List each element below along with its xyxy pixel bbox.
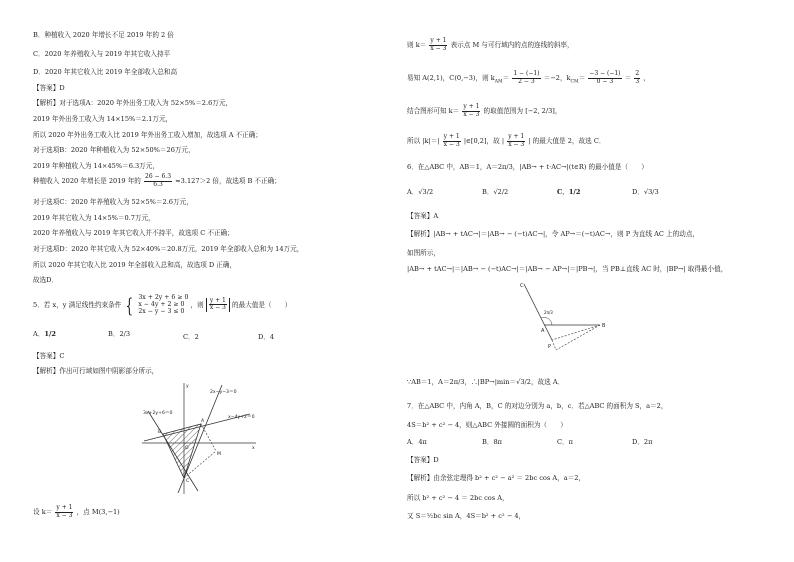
graph-label: x−4y+2＝0 xyxy=(228,415,255,420)
choice-a: A．√3/2 xyxy=(407,188,434,196)
graph-label: C xyxy=(186,479,190,484)
choice-d: D．4 xyxy=(258,333,275,341)
denominator: x − 3 xyxy=(508,140,525,148)
range-line xyxy=(407,104,561,118)
fraction xyxy=(512,71,540,85)
text: |∈[0,2]，故 | xyxy=(463,137,505,145)
explanation-line: 2019 年种植收入为 14×45%＝6.3万元， xyxy=(33,162,159,170)
text: 的取值范围为 [−2, 2/3]， xyxy=(483,107,562,115)
constraint: 2x − y − 3 ≤ 0 xyxy=(138,308,185,316)
choice-value: 2/3 xyxy=(119,330,131,338)
text: ≈3.127＞2 倍，故选项 B 不正确； xyxy=(175,177,281,185)
option-d: D．2020 年其它收入比 2019 年全部收入总和高 xyxy=(33,68,178,76)
text: ，则 xyxy=(190,300,204,309)
question-7-condition: 4S＝b² + c² − 4，则△ABC 外接圆的面积为（ ） xyxy=(407,421,567,429)
constraint: x − 4y + 2 ≥ 0 xyxy=(138,301,185,309)
text: ＝−2，k xyxy=(543,74,571,82)
answer-4: 【答案】D xyxy=(33,84,65,92)
constraint: 3x + 2y + 6 ≥ 0 xyxy=(138,294,189,301)
text: 设 k＝ xyxy=(33,508,53,516)
fraction xyxy=(634,71,640,85)
numerator: y + 1 xyxy=(430,37,447,44)
graph-label: O xyxy=(185,446,189,451)
question-5 xyxy=(33,294,291,316)
text: 的最大值是（ ） xyxy=(232,300,292,309)
graph-label: y xyxy=(186,384,189,389)
text: 所以 |k|＝| xyxy=(407,137,440,145)
explanation-line-fraction xyxy=(33,174,281,188)
graph-label: 2x−y−3＝0 xyxy=(210,390,237,395)
text: 5．若 x，y 满足线性约束条件 xyxy=(33,300,122,309)
numerator: y + 1 xyxy=(443,133,460,140)
explanation-line: |AB→ + tAC→|＝|AB→ − (−t)AC→|＝|AB→ − AP→|＝|PB→|，当 PB⊥直线 AC 时，|BP→| 取得最小值， xyxy=(407,265,728,273)
choice-d: D．2π xyxy=(632,438,653,446)
text: ＝ xyxy=(578,74,586,82)
slope-computation xyxy=(407,71,650,86)
fraction xyxy=(462,104,480,118)
explanation-line: 所以 b² + c² − 4 ＝ 2bc cos A， xyxy=(407,494,509,502)
explanation-line: 如图所示， xyxy=(407,249,440,257)
text: 易知 A(2,1)，C(0,−3)，则 k xyxy=(407,74,495,82)
text: 则 k＝ xyxy=(407,41,427,49)
choice-b: B．8π xyxy=(482,438,502,446)
brace: { xyxy=(126,292,134,317)
graph-label: A xyxy=(201,419,205,424)
text: 表示点 M 与可行域内的点的连线的斜率， xyxy=(450,41,574,49)
choice-c: C．2 xyxy=(183,333,199,341)
numerator: −3 − (−1) xyxy=(589,70,621,77)
denominator: x − 3 xyxy=(209,304,226,312)
figure-label: 2π/3 xyxy=(544,310,553,315)
figure-label: A xyxy=(541,328,545,334)
fraction xyxy=(429,38,447,52)
explanation-line: 2019 年外出务工收入为 14×15%＝2.1万元， xyxy=(33,115,173,123)
explanation-line: 对于选项D：2020 年其它收入为 52×40%＝20.8万元，2019 年全部收入总和为 14万元， xyxy=(33,245,304,253)
choice-c: C．1/2 xyxy=(557,188,581,196)
denominator: 6.3 xyxy=(153,180,163,188)
explanation-line: 所以 2020 年外出务工收入比 2019 年外出务工收入增加，故选项 A 不正确； xyxy=(33,131,262,139)
answer-5: 【答案】C xyxy=(33,352,65,360)
denominator: x − 3 xyxy=(56,511,73,519)
explanation-line: 2020 年养殖收入与 2019 年其它收入并不持平，故选项 C 不正确； xyxy=(33,229,234,237)
numerator: y + 1 xyxy=(508,133,525,140)
right-column xyxy=(397,0,794,562)
option-b: B．种植收入 2020 年增长不足 2019 年的 2 倍 xyxy=(33,31,174,39)
explanation-line: 【解析】|AB→ + tAC→|＝|AB→ − (−t)AC→|，令 AP→＝(−t)AC→，则 P 为直线 AC 上的动点， xyxy=(407,230,700,238)
fraction xyxy=(55,505,73,519)
explanation-line: 所以 2020 年其它收入比 2019 年全部收入总和高，故选项 D 正确， xyxy=(33,261,237,269)
explanation-line: 对于选项C：2020 年养殖收入为 52×5%＝2.6万元， xyxy=(33,198,193,206)
fraction xyxy=(507,134,525,148)
text: 结合图形可知 k＝ xyxy=(407,107,460,115)
subscript: CM xyxy=(570,79,579,85)
numerator: y + 1 xyxy=(463,103,480,110)
text: ＝ xyxy=(624,74,632,82)
graph-label: M xyxy=(217,452,221,457)
denominator: x − 3 xyxy=(463,110,480,118)
explanation-line: 对于选项B：2020 年种植收入为 52×50%＝26万元， xyxy=(33,146,195,154)
choice-a: A．4π xyxy=(407,438,427,446)
question-7: 7．在△ABC 中，内角 A，B，C 的对边分别为 a，b，c．若△ABC 的面积为 S，a＝2， xyxy=(407,402,668,410)
denominator: 0 − 3 xyxy=(596,77,614,85)
explanation-line: 故选D． xyxy=(33,276,59,284)
text: 种植收入 2020 年增长是 2019 年的 xyxy=(33,177,141,185)
choice-a xyxy=(33,330,56,338)
graph-label: B xyxy=(158,430,162,435)
answer-7: 【答案】D xyxy=(407,456,439,464)
constraint-system xyxy=(138,294,188,316)
choice-b: B．√2/2 xyxy=(482,188,509,196)
explanation-line: 又 S＝½bc sin A，4S＝b² + c² − 4， xyxy=(407,512,526,520)
segment-pc xyxy=(552,340,556,350)
explanation-5-k xyxy=(33,505,120,519)
graph-label: x xyxy=(252,446,255,451)
explanation-line xyxy=(407,38,574,52)
text: ，点 M(3,−1) xyxy=(76,508,120,516)
graph-label: 3x+2y+6＝0 xyxy=(143,411,173,416)
fraction xyxy=(588,71,621,85)
denominator: x − 3 xyxy=(443,140,460,148)
option-c: C．2020 年养殖收入与 2019 年其它收入持平 xyxy=(33,50,171,58)
numerator: y + 1 xyxy=(56,504,73,511)
fraction xyxy=(443,134,461,148)
figure-label: B xyxy=(602,323,606,329)
choice-label: B． xyxy=(108,330,120,338)
explanation-line: 【解析】对于选项A：2020 年外出务工收入为 52×5%＝2.6万元， xyxy=(33,99,233,107)
slope-line xyxy=(201,424,216,451)
explanation-line: ∵AB＝1，A＝2π/3，∴|BP→|min＝√3/2，故选 A． xyxy=(407,378,565,386)
denominator: 3 xyxy=(635,77,640,85)
fraction xyxy=(144,174,172,188)
text: | 的最大值是 2，故选 C． xyxy=(528,137,606,145)
subscript: AM xyxy=(494,79,503,85)
choice-label: A． xyxy=(33,330,45,338)
numerator: y + 1 xyxy=(209,296,226,304)
choice-b xyxy=(108,330,130,338)
explanation-line: 2019 年其它收入为 14×5%＝0.7万元， xyxy=(33,214,155,222)
choice-d: D．√3/3 xyxy=(632,188,659,196)
explanation-line: 【解析】由余弦定理得 b² + c² − a² ＝ 2bc cos A，a＝2， xyxy=(407,474,586,482)
denominator: 2 − 3 xyxy=(518,77,535,85)
choice-c: C．π xyxy=(557,438,573,446)
choice-value: 1/2 xyxy=(44,330,56,338)
vector-figure xyxy=(512,280,622,365)
numerator: 2 xyxy=(635,70,640,77)
fraction xyxy=(209,298,227,312)
figure-label: C xyxy=(520,283,524,289)
numerator: 26 − 6.3 xyxy=(145,173,172,180)
figure-label: P xyxy=(548,344,552,350)
explanation-5: 【解析】作出可行域如图中阴影部分所示， xyxy=(33,367,159,375)
text: ＝ xyxy=(502,74,510,82)
answer-6: 【答案】A xyxy=(407,212,439,220)
text: ， xyxy=(643,74,650,82)
max-line xyxy=(407,134,605,148)
segment-bp xyxy=(552,325,600,340)
numerator: 1 − (−1) xyxy=(513,70,540,77)
question-6: 6．在△ABC 中，AB＝1，A＝2π/3，|AB→ + t·AC→|(t∈R) 的最小值是（ ） xyxy=(407,163,648,171)
feasible-region-graph xyxy=(140,381,260,496)
denominator: x − 3 xyxy=(430,44,447,52)
segment-b xyxy=(556,325,600,350)
